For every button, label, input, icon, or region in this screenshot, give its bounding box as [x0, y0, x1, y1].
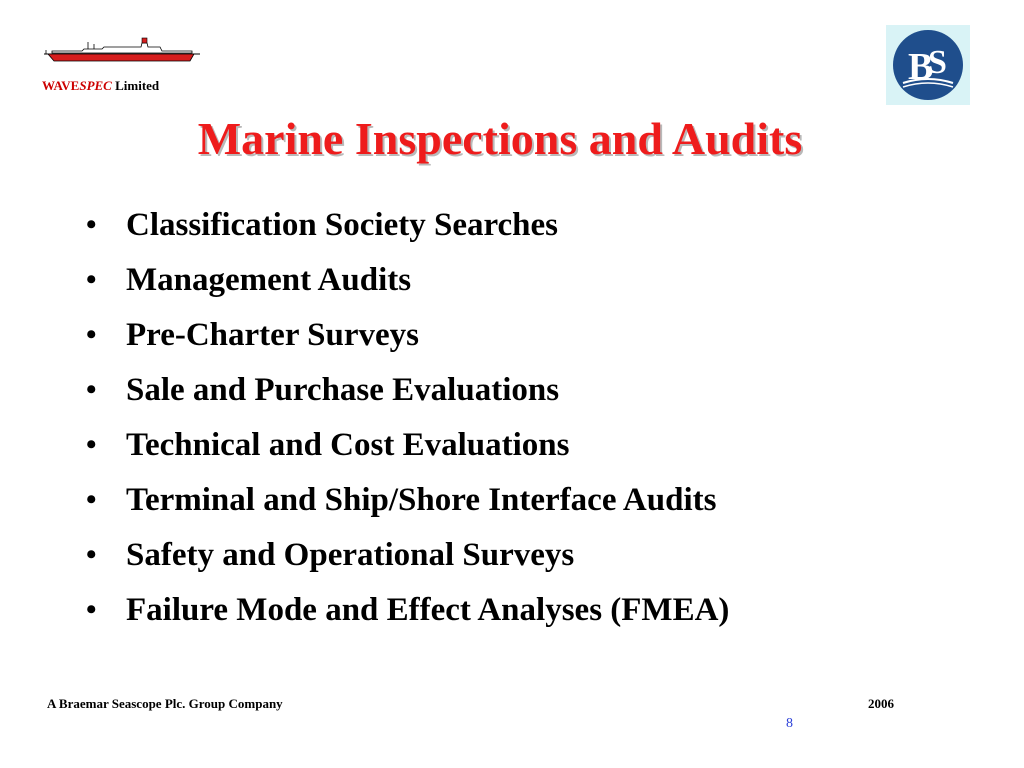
footer-company: A Braemar Seascope Plc. Group Company — [47, 696, 283, 711]
slide-title: Marine Inspections and Audits — [197, 113, 803, 164]
svg-text:B: B — [908, 46, 934, 88]
braemar-seascope-logo — [889, 27, 967, 103]
company-logo — [886, 25, 970, 105]
brand-name — [42, 78, 159, 94]
bullet-text: Terminal and Ship/Shore Interface Audits — [126, 482, 717, 518]
bullet-text: Failure Mode and Effect Analyses (FMEA) — [126, 592, 730, 628]
bullet-icon: • — [86, 538, 97, 571]
bullet-icon: • — [86, 263, 97, 296]
brand-wave: WAVE — [42, 78, 80, 93]
bullet-icon: • — [86, 208, 97, 241]
svg-text:S: S — [928, 44, 947, 81]
bullet-text: Safety and Operational Surveys — [126, 537, 575, 573]
brand-limited: Limited — [111, 78, 160, 93]
bullet-text: Sale and Purchase Evaluations — [126, 372, 560, 408]
bullet-text: Management Audits — [126, 262, 412, 298]
bullet-text: Technical and Cost Evaluations — [126, 427, 570, 463]
bullet-icon: • — [86, 318, 97, 351]
brand-spec: SPEC — [79, 78, 112, 93]
page-number: 8 — [786, 716, 793, 731]
footer-year: 2006 — [868, 696, 894, 711]
bullet-text: Pre-Charter Surveys — [126, 317, 419, 353]
bullet-text: Classification Society Searches — [126, 207, 559, 243]
bullet-icon: • — [86, 428, 97, 461]
ship-icon — [44, 30, 200, 66]
bullet-icon: • — [86, 373, 97, 406]
bullet-icon: • — [86, 593, 97, 626]
bullet-icon: • — [86, 483, 97, 516]
